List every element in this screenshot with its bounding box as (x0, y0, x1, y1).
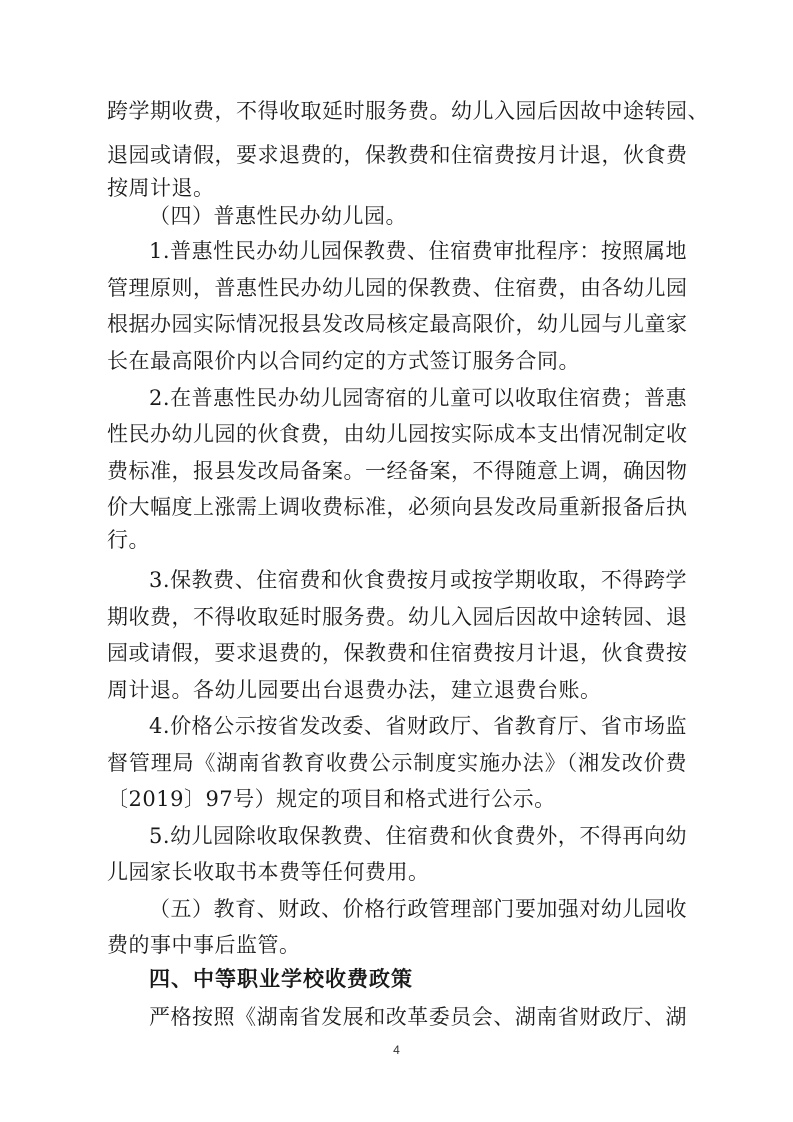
text-line-17: 周计退。各幼儿园要出台退费办法，建立退费台账。 (107, 678, 602, 702)
text-line-2: 退园或请假，要求退费的，保教费和住宿费按月计退，伙食费 (107, 143, 688, 167)
section-heading-4: （四）普惠性民办幼儿园。 (149, 204, 407, 228)
text-line-18: 4.价格公示按省发改委、省财政厅、省教育厅、省市场监 (149, 714, 687, 738)
text-line-9: 2.在普惠性民办幼儿园寄宿的儿童可以收取住宿费；普惠 (149, 386, 687, 410)
text-line-19: 督管理局《湖南省教育收费公示制度实施办法》（湘发改价费 (107, 751, 687, 775)
text-line-15: 期收费，不得收取延时服务费。幼儿入园后因故中途转园、退 (107, 605, 688, 629)
text-line-6: 管理原则，普惠性民办幼儿园的保教费、住宿费，由各幼儿园 (107, 276, 688, 300)
text-line-20: 〔2019〕97号）规定的项目和格式进行公示。 (107, 787, 556, 811)
text-line-7: 根据办园实际情况报县发改局核定最高限价，幼儿园与儿童家 (107, 312, 688, 336)
text-line-8: 长在最高限价内以合同约定的方式签订服务合同。 (107, 349, 580, 373)
chapter-heading-4: 四、中等职业学校收费政策 (149, 967, 413, 991)
text-line-11: 费标准，报县发改局备案。一经备案，不得随意上调，确因物 (107, 459, 688, 483)
text-line-5: 1.普惠性民办幼儿园保教费、住宿费审批程序：按照属地 (149, 239, 687, 263)
text-line-3: 按周计退。 (107, 176, 215, 200)
text-line-26: 严格按照《湖南省发展和改革委员会、湖南省财政厅、湖 (149, 1005, 687, 1029)
text-line-13: 行。 (107, 528, 150, 552)
section-heading-5: （五）教育、财政、价格行政管理部门要加强对幼儿园收 (149, 897, 687, 921)
text-line-1: 跨学期收费，不得收取延时服务费。幼儿入园后因故中途转园、 (107, 99, 709, 123)
text-line-14: 3.保教费、住宿费和伙食费按月或按学期收取，不得跨学 (149, 568, 687, 592)
page-number: 4 (393, 1043, 400, 1057)
text-line-16: 园或请假，要求退费的，保教费和住宿费按月计退，伙食费按 (107, 641, 688, 665)
text-line-21: 5.幼儿园除收取保教费、住宿费和伙食费外，不得再向幼 (149, 824, 687, 848)
text-line-10: 性民办幼儿园的伙食费，由幼儿园按实际成本支出情况制定收 (107, 422, 688, 446)
text-line-12: 价大幅度上涨需上调收费标准，必须向县发改局重新报备后执 (107, 495, 688, 519)
text-line-24: 费的事中事后监管。 (107, 933, 301, 957)
text-line-22: 儿园家长收取书本费等任何费用。 (107, 860, 430, 884)
